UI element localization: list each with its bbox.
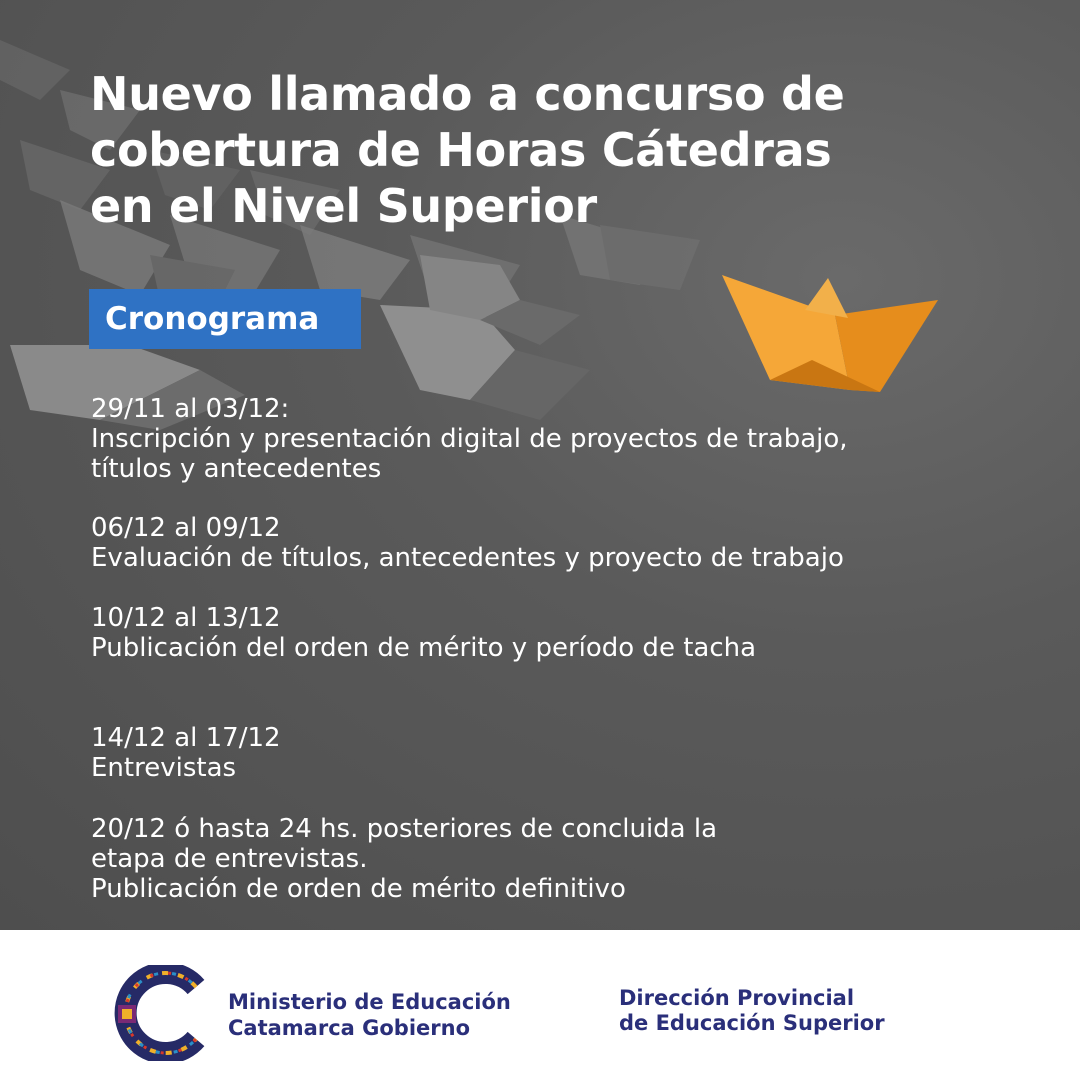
schedule-line: Inscripción y presentación digital de proyectos de trabajo, bbox=[91, 424, 848, 454]
schedule-date: 14/12 al 17/12 bbox=[91, 723, 281, 753]
schedule-line: Publicación de orden de mérito definitivo bbox=[91, 874, 626, 904]
direccion-name bbox=[619, 986, 885, 1036]
schedule-line: títulos y antecedentes bbox=[91, 454, 382, 484]
page-title bbox=[90, 66, 1010, 234]
cronograma-badge: Cronograma bbox=[89, 289, 361, 349]
ministry-c-logo-icon bbox=[114, 965, 210, 1061]
schedule-line: Entrevistas bbox=[91, 753, 237, 783]
schedule-line: Publicación del orden de mérito y período de tacha bbox=[91, 633, 757, 663]
schedule-date: 29/11 al 03/12: bbox=[91, 394, 290, 424]
ministry-name bbox=[228, 989, 511, 1041]
schedule-date: 06/12 al 09/12 bbox=[91, 513, 281, 543]
ministry-line-2: Catamarca Gobierno bbox=[228, 1016, 471, 1040]
title-line-2: cobertura de Horas Cátedras bbox=[90, 123, 832, 177]
schedule-date: 20/12 ó hasta 24 hs. posteriores de concluida la bbox=[91, 814, 718, 844]
orange-boat bbox=[722, 275, 938, 392]
schedule-line: etapa de entrevistas. bbox=[91, 844, 368, 874]
ministry-line-1: Ministerio de Educación bbox=[228, 990, 511, 1014]
title-line-3: en el Nivel Superior bbox=[90, 179, 597, 233]
schedule-entry bbox=[91, 394, 1051, 484]
title-line-1: Nuevo llamado a concurso de bbox=[90, 67, 845, 121]
direccion-line-1: Dirección Provincial bbox=[619, 986, 855, 1010]
schedule-date: 10/12 al 13/12 bbox=[91, 603, 281, 633]
schedule-line: Evaluación de títulos, antecedentes y proyecto de trabajo bbox=[91, 543, 844, 573]
schedule-entry bbox=[91, 814, 1051, 904]
schedule-entry bbox=[91, 723, 1051, 783]
schedule-entry bbox=[91, 603, 1051, 663]
direccion-line-2: de Educación Superior bbox=[619, 1011, 885, 1035]
schedule-entry bbox=[91, 513, 1051, 573]
